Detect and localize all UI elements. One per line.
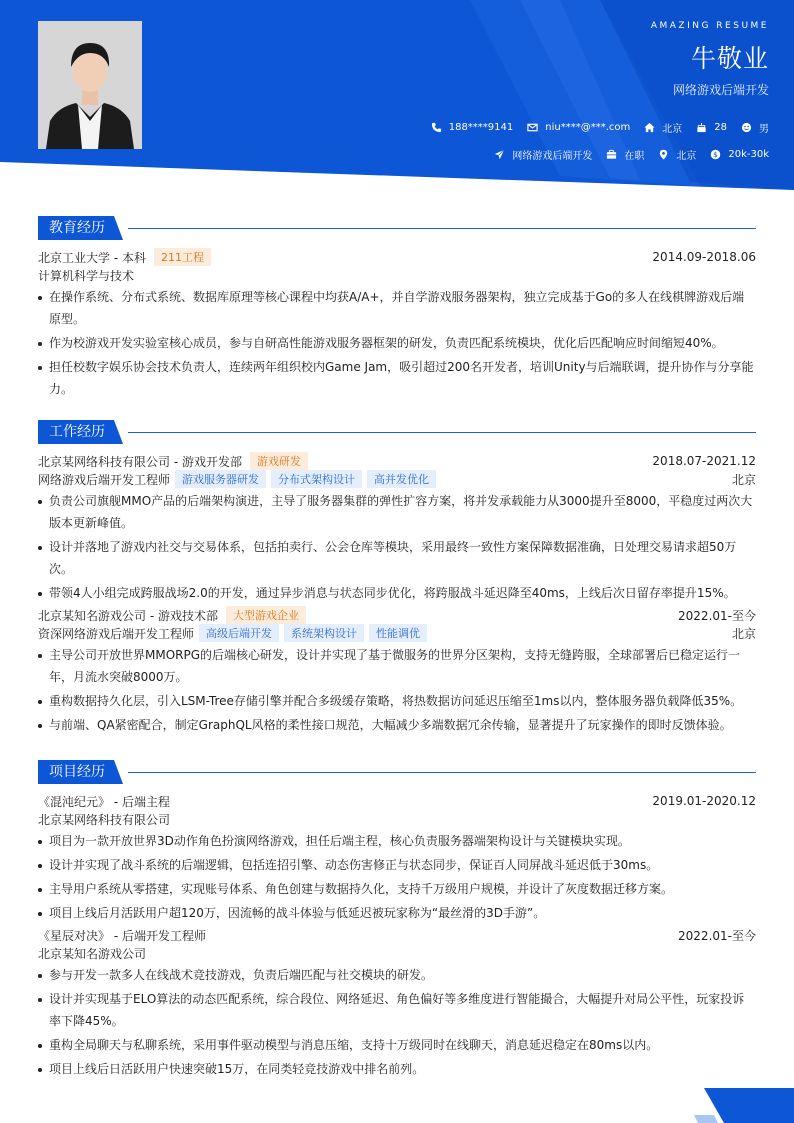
contact-email	[527, 122, 630, 133]
job-header-row	[38, 452, 756, 470]
education-bullets	[38, 286, 756, 400]
school-name: 北京工业大学 - 本科	[38, 250, 146, 265]
section-tag	[38, 216, 123, 240]
projects-section	[38, 760, 756, 1082]
home-text: 北京	[662, 124, 683, 135]
project-entry	[38, 926, 756, 1080]
list-item: 项目为一款开放世界3D动作角色扮演网络游戏，担任后端主程，核心负责服务器端架构设计与关键模块实现。	[38, 830, 756, 852]
skill-tag: 系统架构设计	[284, 624, 364, 642]
education-major-row	[38, 266, 756, 284]
footer-decoration	[0, 1080, 794, 1123]
cake-icon	[696, 122, 707, 133]
intent-city-text: 北京	[676, 151, 697, 162]
list-item: 主导公司开放世界MMORPG的后端核心研发，设计并实现了基于微服务的世界分区架构，支持无缝跨服，全球部署后已稳定运行一年，月流水突破8000万。	[38, 644, 756, 688]
intent-salary-text: 20k-30k	[728, 149, 769, 160]
contact-row	[417, 120, 769, 135]
project-header-row	[38, 926, 756, 944]
list-item: 项目上线后日活跃用户快速突破15万，在同类轻竞技游戏中排名前列。	[38, 1058, 756, 1080]
job-header-row	[38, 606, 756, 624]
job-date: 2022.01-至今	[678, 608, 756, 623]
list-item: 重构数据持久化层，引入LSM-Tree存储引擎并配合多级缓存策略，将热数据访问延迟压缩至1ms以内，整体服务器负载降低35%。	[38, 690, 756, 712]
list-item: 主导用户系统从零搭建，实现账号体系、角色创建与数据持久化，支持千万级用户规模，并设计了灰度数据迁移方案。	[38, 878, 756, 900]
svg-text:$: $	[713, 150, 719, 160]
project-company-row	[38, 944, 756, 962]
company-name: 北京某知名游戏公司 - 游戏技术部	[38, 608, 218, 623]
company-badge: 游戏研发	[250, 452, 308, 470]
list-item: 作为校游戏开发实验室核心成员，参与自研高性能游戏服务器框架的研发，负责匹配系统模块，优化后匹配响应时间缩短40%。	[38, 332, 756, 354]
project-date: 2019.01-2020.12	[652, 794, 756, 808]
project-bullets	[38, 830, 756, 924]
header-info	[417, 20, 769, 162]
intent-row	[417, 147, 769, 162]
job-position: 网络游戏后端开发工程师	[38, 472, 171, 487]
home-icon	[644, 122, 655, 133]
section-title: 工作经历	[49, 424, 105, 440]
intent-city	[658, 147, 696, 162]
resume-label: AMAZING RESUME	[650, 21, 769, 31]
contact-home	[644, 120, 682, 135]
section-tag	[38, 420, 123, 444]
intent-status	[606, 147, 644, 162]
gender-icon	[741, 122, 752, 133]
list-item: 设计并落地了游戏内社交与交易体系，包括拍卖行、公会仓库等模块，采用最终一致性方案保障数据准确，日处理交易请求超50万次。	[38, 536, 756, 580]
job-position-row	[38, 624, 756, 642]
email-text: niu****@***.com	[545, 122, 631, 133]
intent-position-text: 网络游戏后端开发	[512, 151, 593, 162]
phone-icon	[431, 122, 442, 133]
education-heading	[38, 216, 756, 240]
company-badge: 大型游戏企业	[226, 606, 306, 624]
list-item: 设计并实现基于ELO算法的动态匹配系统，综合段位、网络延迟、角色偏好等多维度进行智能撮合，大幅提升对局公平性，玩家投诉率下降45%。	[38, 988, 756, 1032]
job-bullets	[38, 490, 756, 604]
money-icon	[710, 149, 721, 160]
list-item: 与前端、QA紧密配合，制定GraphQL风格的柔性接口规范，大幅减少多端数据冗余传输，显著提升了玩家操作的即时反馈体验。	[38, 714, 756, 736]
mail-icon	[527, 122, 538, 133]
job-city: 北京	[731, 472, 756, 487]
contact-gender	[741, 120, 769, 135]
project-name: 《混沌纪元》 - 后端主程	[38, 794, 170, 809]
location-pin-icon	[658, 149, 669, 160]
skill-tag: 高并发优化	[367, 470, 436, 488]
project-entry	[38, 792, 756, 924]
phone-text: 188****9141	[448, 122, 514, 133]
list-item: 在操作系统、分布式系统、数据库原理等核心课程中均获A/A+，并自学游戏服务器架构，独立完成基于Go的多人在线棋牌游戏后端原型。	[38, 286, 756, 330]
list-item: 担任校数字娱乐协会技术负责人，连续两年组织校内Game Jam，吸引超过200名开发者，培训Unity与后端联调，提升协作与分享能力。	[38, 356, 756, 400]
candidate-name: 牛敬业	[690, 44, 769, 73]
work-section	[38, 420, 756, 738]
section-divider	[128, 228, 756, 229]
job-bullets	[38, 644, 756, 736]
education-date: 2014.09-2018.06	[652, 250, 756, 264]
intent-status-text: 在职	[624, 151, 645, 162]
job-entry	[38, 452, 756, 604]
profile-photo	[38, 21, 142, 149]
section-tag	[38, 760, 123, 784]
list-item: 带领4人小组完成跨服战场2.0的开发，通过异步消息与状态同步优化，将跨服战斗延迟降至40ms，上线后次日留存率提升15%。	[38, 582, 756, 604]
section-title: 项目经历	[49, 764, 105, 780]
project-company: 北京某知名游戏公司	[38, 946, 147, 961]
contact-phone	[431, 122, 514, 133]
project-header-row	[38, 792, 756, 810]
project-date: 2022.01-至今	[678, 928, 756, 943]
section-title: 教育经历	[49, 220, 105, 236]
project-company-row	[38, 810, 756, 828]
list-item: 参与开发一款多人在线战术竞技游戏，负责后端匹配与社交模块的研发。	[38, 964, 756, 986]
skill-tag: 分布式架构设计	[271, 470, 362, 488]
send-icon	[494, 149, 505, 160]
project-bullets	[38, 964, 756, 1080]
age-text: 28	[714, 122, 727, 133]
major-name: 计算机科学与技术	[38, 268, 135, 283]
job-position: 资深网络游戏后端开发工程师	[38, 626, 195, 641]
list-item: 设计并实现了战斗系统的后端逻辑，包括连招引擎、动态伤害修正与状态同步，保证百人同屏战斗延迟低于30ms。	[38, 854, 756, 876]
company-name: 北京某网络科技有限公司 - 游戏开发部	[38, 454, 242, 469]
section-divider	[128, 432, 756, 433]
list-item: 负责公司旗舰MMO产品的后端架构演进，主导了服务器集群的弹性扩容方案，将并发承载能力从3000提升至8000，平稳度过两次大版本更新峰值。	[38, 490, 756, 534]
work-heading	[38, 420, 756, 444]
briefcase-icon	[606, 149, 617, 160]
skill-tag: 性能调优	[369, 624, 427, 642]
list-item: 项目上线后月活跃用户超120万，因流畅的战斗体验与低延迟被玩家称为“最丝滑的3D手游”。	[38, 902, 756, 924]
gender-text: 男	[759, 124, 769, 135]
projects-heading	[38, 760, 756, 784]
school-badge: 211工程	[154, 248, 211, 266]
candidate-role: 网络游戏后端开发	[672, 83, 769, 97]
project-company: 北京某网络科技有限公司	[38, 812, 171, 827]
job-city: 北京	[731, 626, 756, 641]
project-name: 《星辰对决》 - 后端开发工程师	[38, 928, 206, 943]
job-position-row	[38, 470, 756, 488]
skill-tag: 高级后端开发	[199, 624, 279, 642]
job-date: 2018.07-2021.12	[652, 454, 756, 468]
job-entry	[38, 606, 756, 736]
intent-salary	[710, 149, 769, 160]
education-header-row	[38, 248, 756, 266]
section-divider	[128, 772, 756, 773]
contact-age	[696, 122, 727, 133]
intent-position	[494, 147, 592, 162]
education-section	[38, 216, 756, 402]
list-item: 重构全局聊天与私聊系统，采用事件驱动模型与消息压缩，支持十万级同时在线聊天，消息延迟稳定在80ms以内。	[38, 1034, 756, 1056]
skill-tag: 游戏服务器研发	[175, 470, 266, 488]
